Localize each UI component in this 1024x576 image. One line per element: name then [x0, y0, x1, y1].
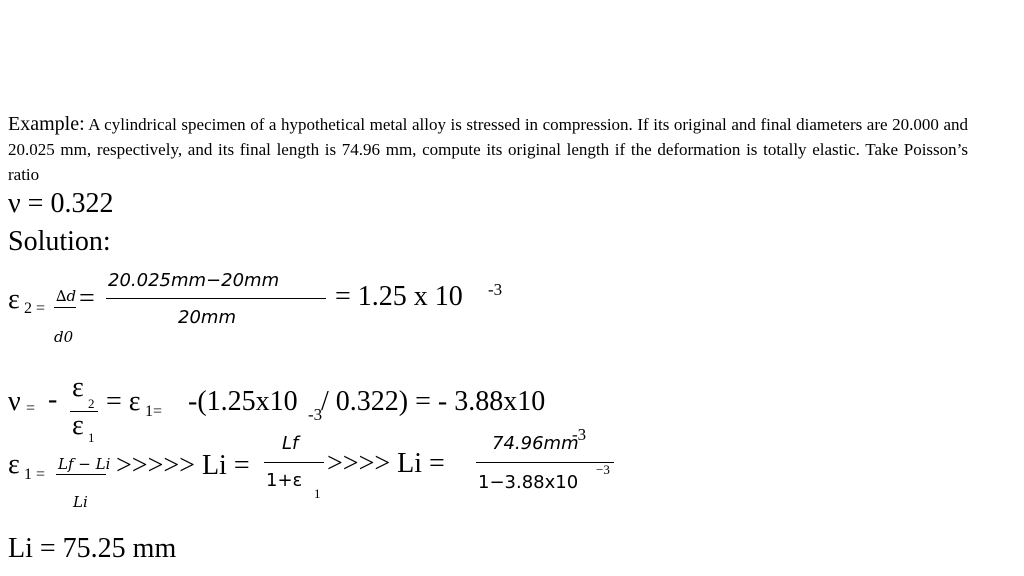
- calculation-exponent: -3: [308, 405, 323, 424]
- ratio-numerator-epsilon: ε: [72, 372, 84, 403]
- length-fraction-denominator: Li: [73, 493, 88, 511]
- small-fraction-numerator: ∆d: [56, 287, 77, 305]
- minus-sign: -: [48, 384, 58, 415]
- example-label: Example:: [8, 113, 85, 135]
- strain-result: = 1.25 x 10: [335, 281, 463, 312]
- problem-statement: [8, 112, 968, 187]
- epsilon-2-symbol: ε: [8, 284, 20, 315]
- length-fraction-numerator: Lf − Li: [58, 455, 111, 473]
- value-denominator: 1−3.88x10: [478, 472, 579, 493]
- lf-denominator: 1+ε: [266, 470, 303, 491]
- length-fraction-bar: [56, 474, 106, 475]
- calculation-result-exponent: -3: [572, 425, 587, 444]
- equals-sign: =: [79, 283, 95, 314]
- lf-numerator: Lf: [282, 433, 299, 454]
- final-answer: Li = 75.25 mm: [8, 533, 177, 564]
- value-numerator: 74.96mm: [492, 433, 579, 454]
- poisson-value: ν = 0.322: [8, 188, 114, 219]
- nu-symbol: ν: [8, 386, 21, 417]
- calculation-text: -(1.25x10: [188, 386, 298, 417]
- ratio-numerator-subscript: 2: [88, 396, 95, 411]
- calculation-result: / 0.322) = - 3.88x10: [321, 386, 546, 417]
- lf-denominator-subscript: 1: [314, 486, 321, 501]
- small-fraction-denominator: d0: [54, 328, 74, 346]
- ratio-denominator-epsilon: ε: [72, 410, 84, 441]
- small-fraction-bar: [54, 307, 76, 308]
- strain-fraction-bar: [106, 298, 326, 299]
- arrow-li-equals-1: >>>>> Li =: [116, 450, 250, 481]
- equals-epsilon-1: = ε: [106, 386, 141, 417]
- strain-denominator: 20mm: [178, 307, 236, 328]
- solution-heading: Solution:: [8, 226, 111, 257]
- arrow-li-equals-2: >>>> Li =: [327, 448, 445, 479]
- epsilon-1-lhs-subscript: 1 =: [24, 466, 46, 483]
- ratio-denominator-subscript: 1: [88, 430, 95, 445]
- epsilon-2-subscript: 2 =: [24, 300, 46, 317]
- lf-fraction-bar: [264, 462, 324, 463]
- epsilon-1-symbol: ε: [8, 449, 20, 480]
- problem-text: A cylindrical specimen of a hypothetical metal alloy is stressed in compression. If its original and final diameters are 20.000 and 20.025 mm, respectively, and its final length is 74.96 mm, compute its original length if the deformation is totally elastic. Take Poisson’s ratio: [8, 115, 968, 184]
- strain-result-exponent: -3: [488, 280, 503, 299]
- value-denominator-exponent: −3: [596, 462, 610, 477]
- value-fraction-bar: [476, 462, 614, 463]
- epsilon-1-subscript: 1=: [145, 403, 163, 420]
- strain-numerator: 20.025mm−20mm: [108, 270, 280, 291]
- nu-subscript: =: [26, 400, 36, 417]
